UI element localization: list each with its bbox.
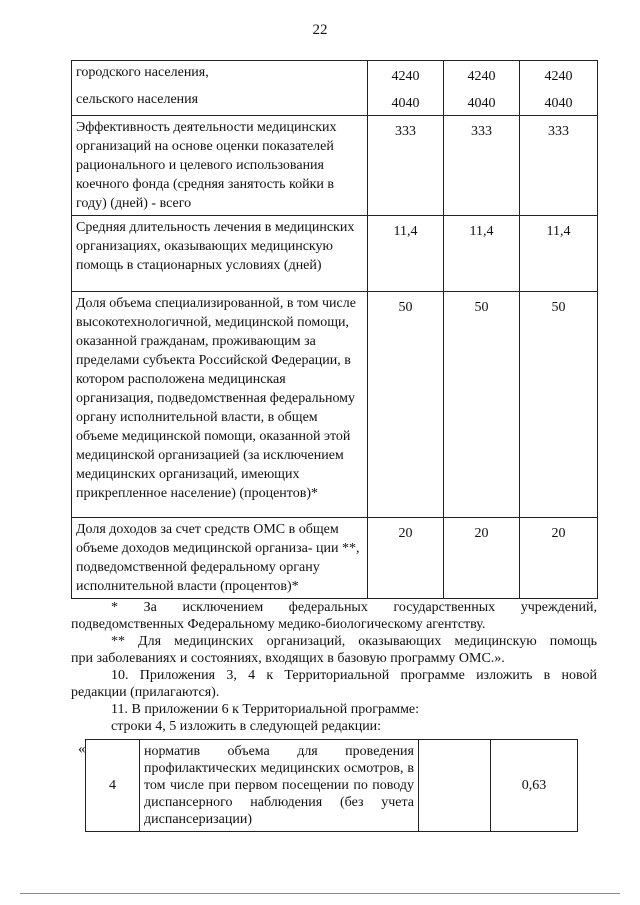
value-cell: 11,4 xyxy=(520,216,598,292)
value-cell xyxy=(520,61,598,116)
amendment-table xyxy=(85,739,578,832)
footnote-1-line-2: подведомственных Федеральному медико-биологическому агентству. xyxy=(71,617,486,632)
indicators-table xyxy=(71,60,598,599)
row-label-rural: сельского населения xyxy=(76,92,199,107)
row-value: 0,63 xyxy=(491,740,578,832)
row-label: Средняя длительность лечения в медицинских организациях, оказывающих медицинскую помощь в стационарных условиях (дней) xyxy=(72,216,368,292)
empty-cell xyxy=(419,740,491,832)
notes-block xyxy=(71,599,597,735)
table-row xyxy=(72,216,598,292)
row-label: Эффективность деятельности медицинских организаций на основе оценки показателей рационального и целевого использования коечного фонда (средняя занятость койки в году) (дней) - всего xyxy=(72,116,368,216)
row-label: Доля доходов за счет средств ОМС в общем объеме доходов медицинской организа- ции **, подведомственной федеральному органу исполнительной власти (процентов)* xyxy=(72,518,368,599)
value-rural: 4040 xyxy=(544,96,573,111)
item-10-line-2: редакции (прилагаются). xyxy=(71,685,220,700)
item-10-line-1: 10. Приложения 3, 4 к Территориальной программе изложить в новой xyxy=(111,668,597,683)
table-row xyxy=(72,61,598,116)
value-cell: 333 xyxy=(368,116,444,216)
row-label: Доля объема специализированной, в том числе высокотехнологичной, медицинской помощи, оказанной гражданам, проживающим за пределами субъекта Российской Федерации, в котором расположена медицинская организация, подведомственная федеральному органу исполнительной власти, в общем объеме медицинской помощи, оказанной этой медицинской организацией (за исключением медицинских организаций, имеющих прикрепленное население) (процентов)* xyxy=(72,292,368,518)
value-rural: 4040 xyxy=(391,96,420,111)
bottom-rule xyxy=(20,893,620,894)
table-row xyxy=(86,740,578,832)
row-index: 4 xyxy=(86,740,140,832)
value-cell xyxy=(368,61,444,116)
value-urban: 4240 xyxy=(544,69,573,84)
item-11: 11. В приложении 6 к Территориальной программе: xyxy=(111,702,420,717)
row-description: норматив объема для проведения профилактических медицинских осмотров, в том числе при первом посещении по поводу диспансерного наблюдения (без учета диспансеризации) xyxy=(140,740,419,832)
opening-quote: « xyxy=(78,741,86,757)
footnote-2-line-1: ** Для медицинских организаций, оказывающих медицинскую помощь xyxy=(111,634,597,649)
value-cell: 333 xyxy=(520,116,598,216)
value-cell: 50 xyxy=(444,292,520,518)
value-cell: 50 xyxy=(520,292,598,518)
value-cell: 11,4 xyxy=(368,216,444,292)
value-cell: 333 xyxy=(444,116,520,216)
value-rural: 4040 xyxy=(467,96,496,111)
value-cell: 11,4 xyxy=(444,216,520,292)
value-cell: 20 xyxy=(368,518,444,599)
footnote-2-line-2: при заболеваниях и состояниях, входящих в базовую программу ОМС.». xyxy=(71,651,505,666)
rows-intro: строки 4, 5 изложить в следующей редакции: xyxy=(111,719,382,734)
value-urban: 4240 xyxy=(391,69,420,84)
value-cell xyxy=(444,61,520,116)
page-number: 22 xyxy=(312,22,328,38)
row-label-urban: городского населения, xyxy=(76,65,209,80)
row-label-cell xyxy=(72,61,368,116)
table-row xyxy=(72,518,598,599)
value-cell: 20 xyxy=(444,518,520,599)
table-row xyxy=(72,292,598,518)
footnote-1-line-1: * За исключением федеральных государственных учреждений, xyxy=(111,600,597,615)
value-cell: 20 xyxy=(520,518,598,599)
value-cell: 50 xyxy=(368,292,444,518)
table-row xyxy=(72,116,598,216)
value-urban: 4240 xyxy=(467,69,496,84)
